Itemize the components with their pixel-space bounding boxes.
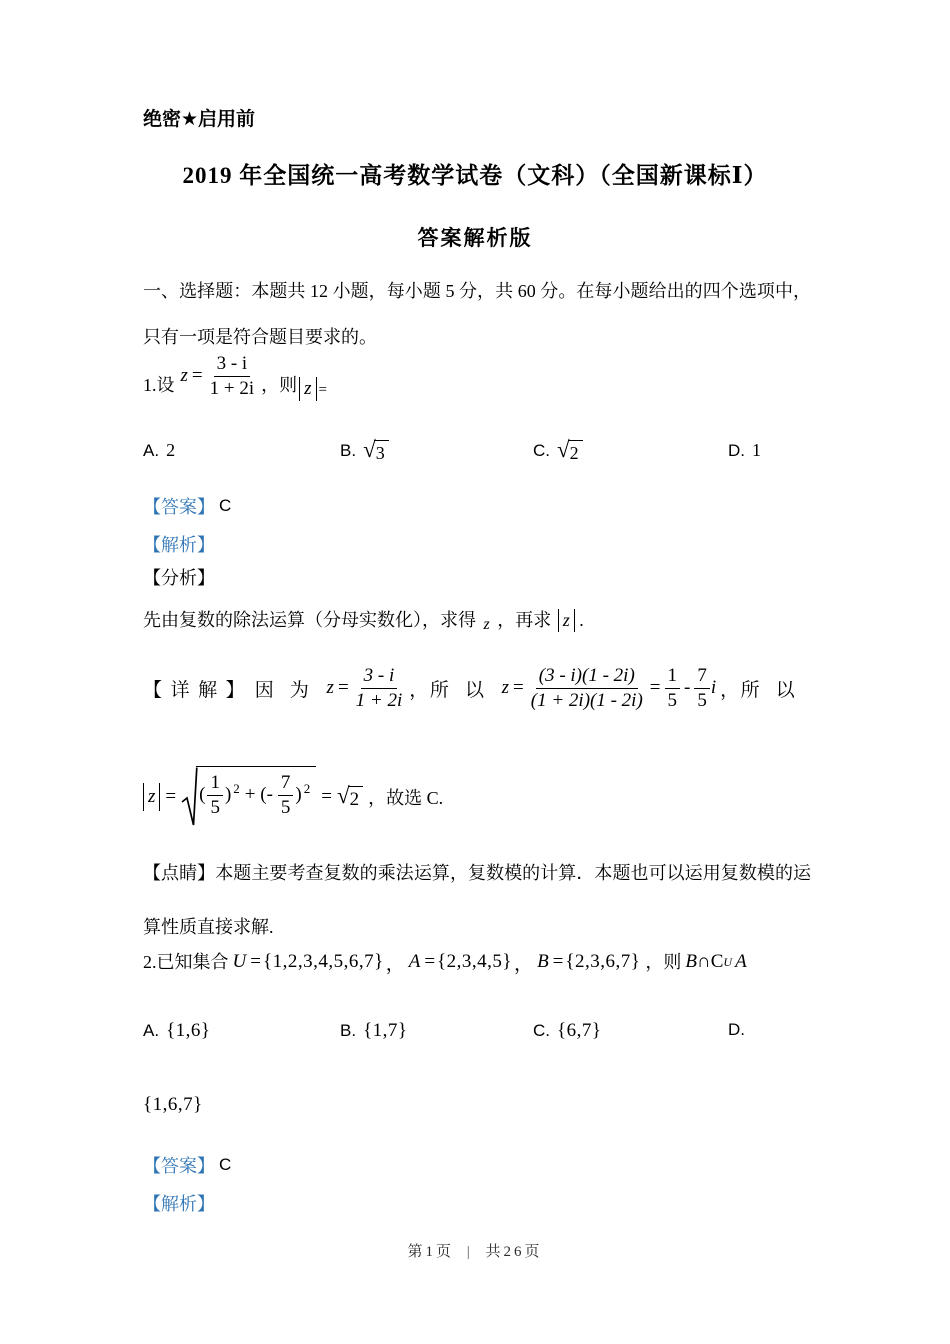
conclusion-text: ，故选 C. [368, 788, 444, 808]
answer-value: C [219, 1155, 232, 1174]
option-label: A. [143, 1021, 160, 1040]
fraction-numerator: 1 [207, 771, 223, 796]
explain-label: 【解析】 [143, 535, 215, 555]
abs-var: z [148, 786, 156, 808]
option-label: C. [533, 441, 550, 460]
q2-explain-label [143, 1190, 811, 1216]
radicand: 2 [568, 440, 583, 462]
fraction-numerator: 7 [694, 664, 710, 689]
q2-var-B: B [537, 951, 549, 972]
q2-set-A: {2,3,4,5} [437, 951, 513, 972]
question-1-stem [143, 352, 811, 401]
option-value: {6,7} [557, 1020, 602, 1041]
equals: = [513, 677, 524, 699]
abs-var: z [562, 610, 570, 630]
q2-option-c [533, 1020, 602, 1042]
q2-set-U: {1,2,3,4,5,6,7} [262, 951, 384, 972]
q1-equals: = [191, 365, 203, 387]
q2-set-B: {2,3,6,7} [565, 951, 641, 972]
q1-abs-z [299, 377, 316, 401]
classification-banner: 绝密★启用前 [143, 109, 256, 130]
q1-answer-row [143, 493, 811, 519]
q2-expr-C: C [710, 951, 724, 972]
sqrt-2 [336, 782, 363, 810]
radical-sign: √ [336, 782, 350, 808]
var-i: i [710, 677, 717, 699]
analysis-var-z: z [483, 616, 490, 633]
option-label: B. [340, 441, 357, 460]
comma: ， [385, 953, 405, 975]
fraction [353, 664, 406, 713]
page-title: 2019 年全国统一高考数学试卷（文科）（全国新课标Ⅰ） [182, 163, 768, 188]
tip-text: 本题主要考查复数的乘法运算，复数模的计算．本题也可以运用复数模的运算性质直接求解. [143, 863, 812, 937]
q1-option-a [143, 440, 175, 461]
fraction-denominator: 5 [210, 796, 220, 818]
abs-z [143, 783, 160, 811]
detail-label: 【详解】 [143, 679, 254, 701]
page-footer [0, 1240, 950, 1261]
radical-sign: √ [363, 437, 376, 462]
fraction-numerator: 3 - i [361, 664, 398, 689]
q1-fraction [207, 352, 258, 401]
radicand: 3 [374, 440, 389, 462]
q1-analysis-text [143, 606, 811, 632]
big-sqrt-expression [181, 766, 316, 828]
fraction-denominator: 1 + 2i [209, 377, 255, 399]
paren-close: ) [224, 784, 232, 806]
fraction [278, 771, 294, 820]
option-label: B. [340, 1021, 357, 1040]
q2-expr-B: B [685, 951, 697, 972]
answer-label: 【答案】 [143, 1156, 215, 1176]
footer-separator: | [466, 1244, 473, 1260]
fraction-numerator: 7 [278, 771, 294, 796]
q2-options-row [143, 1020, 811, 1064]
q2-number: 2.已知集合 [143, 952, 229, 972]
detail-so-1: 所以 [429, 679, 501, 701]
q1-detail-line [143, 664, 811, 713]
detail-so-2: 所以 [740, 679, 811, 701]
tip-label: 【点睛】 [143, 863, 216, 883]
answer-label: 【答案】 [143, 497, 215, 517]
option-value: 1 [752, 440, 761, 460]
detail-because: 因为 [254, 679, 326, 701]
fraction [207, 771, 223, 820]
analysis-pre: 先由复数的除法运算（分母实数化），求得 [143, 610, 476, 630]
plus-open-minus: + (- [244, 784, 273, 806]
fraction-numerator: 3 - i [214, 352, 251, 377]
q2-var-U: U [232, 951, 247, 972]
option-value: {1,7} [363, 1020, 408, 1041]
q2-then: ，则 [645, 952, 682, 972]
fraction-denominator: 5 [697, 689, 707, 711]
sqrt-expression [363, 437, 389, 463]
q1-option-b [340, 437, 389, 463]
page-subtitle: 答案解析版 [417, 226, 533, 250]
q1-tip-paragraph [143, 846, 811, 954]
analysis-mid: ，再求 [497, 610, 552, 630]
equals: = [649, 677, 661, 699]
equals: = [337, 677, 349, 699]
radical-sign: √ [557, 437, 570, 462]
q2-var-A: A [408, 951, 421, 972]
q1-options-row [143, 437, 811, 484]
comma: ， [720, 679, 740, 701]
answer-value: C [219, 496, 232, 515]
fraction-denominator: 1 + 2i [355, 689, 403, 711]
fraction [694, 664, 710, 713]
option-label: A. [143, 440, 160, 460]
q1-abs-var: z [304, 377, 312, 399]
q1-analysis-label [143, 564, 811, 590]
radicand-body [196, 766, 316, 820]
explain-label: 【解析】 [143, 1194, 215, 1214]
fraction [665, 664, 681, 713]
equals: = [552, 951, 564, 972]
q1-then: ，则 [261, 374, 298, 395]
q1-var-z: z [180, 365, 188, 387]
q2-option-d [728, 1020, 752, 1040]
analysis-end: . [579, 610, 584, 630]
equals: = [321, 786, 332, 807]
fraction-denominator: 5 [280, 796, 291, 818]
complement-subscript-U: U [723, 954, 733, 969]
q1-option-d [728, 440, 761, 461]
footer-total: 共26页 [485, 1244, 543, 1260]
q1-explain-label [143, 531, 811, 557]
detail-math-2 [502, 664, 739, 713]
fraction-numerator: (3 - i)(1 - 2i) [536, 664, 638, 689]
option-label: C. [533, 1021, 550, 1040]
option-label: D. [728, 440, 745, 460]
q2-option-b [340, 1020, 408, 1042]
equals: = [424, 951, 436, 972]
analysis-abs-z [558, 609, 575, 632]
fraction-denominator: 5 [667, 689, 677, 711]
intersection-symbol: ∩ [697, 951, 711, 972]
sqrt-expression [557, 437, 583, 463]
option-label: D. [728, 1020, 745, 1039]
q1-option-c [533, 437, 583, 463]
option-value: 2 [166, 440, 176, 460]
q1-modulus-line [143, 766, 811, 828]
q1-number: 1.设 [143, 374, 175, 395]
q2-option-d-value: {1,6,7} [143, 1094, 203, 1115]
section-heading: 一、选择题：本题共 12 小题，每小题 5 分，共 60 分。在每小题给出的四个选项中，只有一项是符合题目要求的。 [143, 281, 811, 347]
q2-expr-A: A [735, 951, 747, 972]
paren-open: ( [199, 784, 206, 806]
fraction-numerator: 1 [665, 664, 681, 689]
exponent-2: 2 [233, 781, 240, 797]
exponent-2: 2 [303, 781, 311, 797]
equals: = [250, 951, 261, 972]
comma: ， [409, 679, 429, 701]
fraction-denominator: (1 + 2i)(1 - 2i) [530, 689, 643, 711]
paren-close: ) [295, 784, 302, 806]
question-2-stem [143, 948, 811, 976]
equals: = [165, 786, 177, 807]
minus-sign: - [684, 677, 691, 699]
comma: ， [514, 953, 534, 975]
radicand: 2 [348, 786, 364, 809]
q1-tail-equals: = [318, 381, 327, 398]
q2-option-a [143, 1020, 211, 1042]
fraction [528, 664, 646, 713]
option-value: {1,6} [166, 1020, 211, 1041]
q2-answer-row [143, 1152, 811, 1178]
analysis-label: 【分析】 [143, 568, 215, 588]
footer-page: 第1页 [407, 1244, 454, 1260]
var-z: z [326, 677, 334, 699]
detail-math-1 [327, 664, 429, 713]
var-z: z [501, 677, 510, 699]
